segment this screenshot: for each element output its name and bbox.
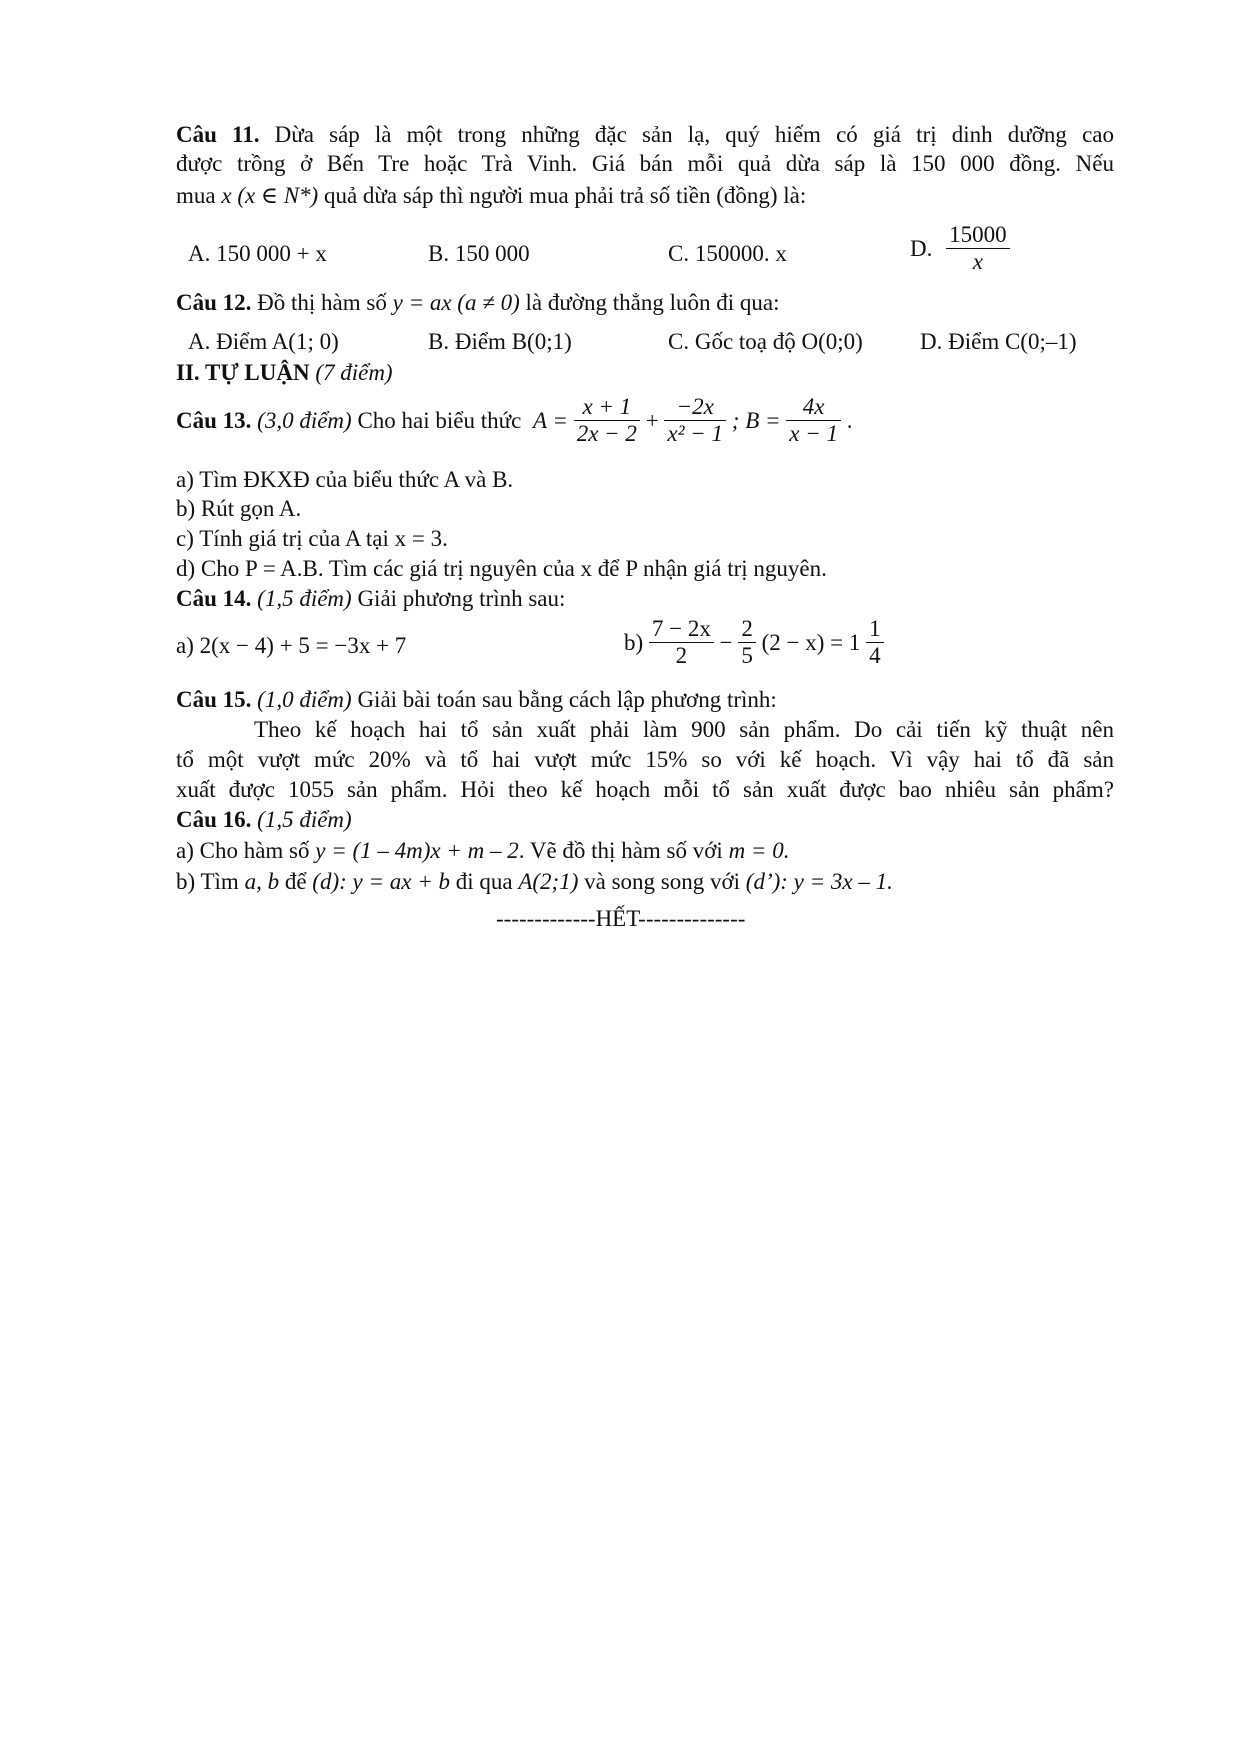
- q11-line3: [176, 182, 806, 210]
- q13-fraction-1: [574, 394, 640, 448]
- q13-part-b-text: b) Rút gọn A.: [176, 496, 302, 521]
- q12-label: Câu 12.: [176, 290, 252, 315]
- q13-header: [176, 394, 853, 448]
- q15-header: [176, 686, 777, 714]
- q13-label: Câu 13.: [176, 407, 252, 433]
- q16-a-math2: m = 0.: [728, 838, 790, 863]
- q12-math: y = ax (a ≠ 0): [392, 290, 520, 315]
- q14-label: Câu 14.: [176, 586, 252, 611]
- q11-math: x (x ∈ N*): [221, 183, 319, 208]
- q11-option-c: [668, 240, 787, 268]
- q11-option-c-text: C. 150000. x: [668, 241, 787, 266]
- q14-part-b: [624, 616, 884, 670]
- q16-part-b: [176, 868, 893, 896]
- q13-text: Cho hai biểu thức: [351, 407, 528, 433]
- q11-label: Câu 11.: [176, 122, 260, 147]
- q12-option-c: [668, 328, 863, 356]
- q14-part-b-label: b): [624, 629, 649, 655]
- q14-fraction-1: [649, 616, 714, 670]
- q12-option-d: [920, 328, 1077, 356]
- fraction-denominator: 2x − 2: [576, 421, 637, 447]
- q16-part-a: [176, 837, 789, 865]
- q16-a-text2: . Vẽ đồ thị hàm số với: [518, 838, 729, 863]
- q16-b-text: b) Tìm: [176, 869, 245, 894]
- q13-part-a: [176, 466, 513, 494]
- q13-part-b: [176, 495, 301, 523]
- fraction-numerator: 4x: [786, 394, 841, 421]
- q14-minus: −: [719, 629, 733, 655]
- q16-label: Câu 16.: [176, 807, 252, 832]
- q16-header: [176, 806, 352, 834]
- fraction-numerator: 1: [866, 616, 884, 643]
- q16-b-math1: a, b: [244, 869, 280, 894]
- q12-option-a-text: A. Điểm A(1; 0): [188, 329, 339, 354]
- end-marker-text: -------------HẾT--------------: [496, 906, 746, 931]
- q13-plus: +: [645, 407, 659, 433]
- q16-a-math: y = (1 – 4m)x + m – 2: [315, 838, 519, 863]
- q11-option-a-text: A. 150 000 + x: [188, 241, 327, 266]
- section-title-text: II. TỰ LUẬN: [176, 360, 310, 385]
- q14-middle: (2 − x) = 1: [761, 629, 861, 655]
- q12-option-b-text: B. Điểm B(0;1): [428, 329, 572, 354]
- q12-option-a: [188, 328, 339, 356]
- fraction-denominator: 5: [741, 643, 753, 669]
- q13-part-d-text: d) Cho P = A.B. Tìm các giá trị nguyên của x để P nhận giá trị nguyên.: [176, 556, 827, 581]
- q16-b-text2: để: [279, 869, 313, 894]
- q13-part-c-text: c) Tính giá trị của A tại x = 3.: [176, 526, 448, 551]
- q11-line1: [176, 121, 1114, 149]
- q14-part-a-label: a): [176, 633, 200, 658]
- fraction-numerator: 7 − 2x: [649, 616, 714, 643]
- q13-end: .: [846, 407, 853, 433]
- q12-option-c-text: C. Gốc toạ độ O(0;0): [668, 329, 863, 354]
- q13-b-lhs: ; B =: [731, 407, 781, 433]
- fraction-denominator: x: [972, 249, 983, 275]
- q15-paragraph-line1: [254, 716, 1114, 744]
- q11-option-b: [428, 240, 530, 268]
- q16-b-math4: (d’): y = 3x – 1.: [745, 869, 893, 894]
- q11-option-d-label: D.: [910, 235, 933, 261]
- q15-paragraph-line2: [176, 746, 1114, 774]
- fraction-denominator: 4: [869, 643, 881, 669]
- q11-option-a: [188, 240, 327, 268]
- q12-option-d-text: D. Điểm C(0;–1): [920, 329, 1077, 354]
- q13-points: (3,0 điểm): [251, 407, 352, 433]
- q11-option-d: [910, 222, 1010, 276]
- q13-part-d: [176, 555, 827, 583]
- q12-option-b: [428, 328, 572, 356]
- q11-line2: [176, 150, 1114, 178]
- q14-text: Giải phương trình sau:: [351, 586, 566, 611]
- fraction-denominator: 2: [675, 643, 688, 669]
- q11-option-d-fraction: [946, 222, 1010, 276]
- q13-part-c: [176, 525, 448, 553]
- q16-b-text3: đi qua: [449, 869, 519, 894]
- q16-b-text4: và song song với: [578, 869, 746, 894]
- q15-paragraph-line3: [176, 776, 1114, 804]
- q11-text2: được trồng ở Bến Tre hoặc Trà Vinh. Giá bán mỗi quả dừa sáp là 150 000 đồng. Nếu: [176, 151, 1114, 176]
- q14-header: [176, 585, 565, 613]
- q12-line1: [176, 289, 779, 317]
- q14-part-a: [176, 632, 406, 660]
- q12-text-b: là đường thẳng luôn đi qua:: [519, 290, 780, 315]
- q13-intro: [176, 408, 527, 433]
- q15-label: Câu 15.: [176, 687, 252, 712]
- fraction-denominator: x − 1: [789, 421, 839, 447]
- q14-points: (1,5 điểm): [251, 586, 352, 611]
- q11-text3b: quả dừa sáp thì người mua phải trả số tiền (đồng) là:: [318, 183, 807, 208]
- q13-a-lhs: A =: [533, 407, 568, 433]
- q16-b-math3: A(2;1): [518, 869, 579, 894]
- q11-text1: Dừa sáp là một trong những đặc sản lạ, quý hiếm có giá trị dinh dưỡng cao: [259, 122, 1114, 147]
- q11-option-b-text: B. 150 000: [428, 241, 530, 266]
- q14-part-a-equation: 2(x − 4) + 5 = −3x + 7: [199, 633, 407, 658]
- q16-a-text: a) Cho hàm số: [176, 838, 316, 863]
- q15-p1: Theo kế hoạch hai tổ sản xuất phải làm 900 sản phẩm. Do cải tiến kỹ thuật nên: [254, 717, 1114, 742]
- q15-p3: xuất được 1055 sản phẩm. Hỏi theo kế hoạch mỗi tổ sản xuất được bao nhiêu sản phẩm?: [176, 777, 1114, 802]
- q16-b-math2: (d): y = ax + b: [312, 869, 450, 894]
- fraction-denominator: x² − 1: [667, 421, 724, 447]
- fraction-numerator: −2x: [664, 394, 726, 421]
- q11-text3a: mua: [176, 183, 222, 208]
- q13-fraction-2: [664, 394, 726, 448]
- q13-fraction-3: [786, 394, 841, 448]
- q13-part-a-text: a) Tìm ĐKXĐ của biểu thức A và B.: [176, 467, 514, 492]
- section-title: [176, 359, 393, 387]
- section-points: (7 điểm): [309, 360, 393, 385]
- fraction-numerator: 2: [738, 616, 756, 643]
- q15-p2: tổ một vượt mức 20% và tổ hai vượt mức 15% so với kế hoạch. Vì vậy hai tổ đã sản: [176, 747, 1114, 772]
- q14-fraction-3: [866, 616, 884, 670]
- end-marker: [496, 905, 745, 933]
- fraction-numerator: x + 1: [574, 394, 640, 421]
- q16-points: (1,5 điểm): [251, 807, 352, 832]
- q15-points: (1,0 điểm): [251, 687, 352, 712]
- q14-fraction-2: [738, 616, 756, 670]
- fraction-numerator: 15000: [946, 222, 1010, 249]
- q12-text-a: Đồ thị hàm số: [251, 290, 393, 315]
- q15-text: Giải bài toán sau bằng cách lập phương trình:: [351, 687, 777, 712]
